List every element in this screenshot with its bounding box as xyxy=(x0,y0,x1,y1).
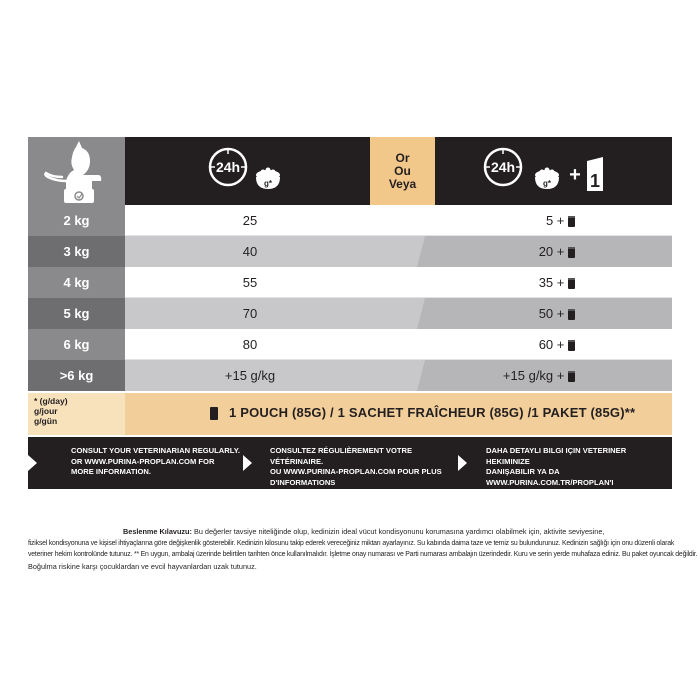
consult-en-line3: MORE INFORMATION. xyxy=(71,467,152,476)
weight-5kg: 5 kg xyxy=(28,298,125,329)
dry-hours-label: 24h xyxy=(215,159,241,175)
feeding-guide-footnote xyxy=(28,526,698,572)
or-fr: Ou xyxy=(394,164,411,178)
consult-en-line2: OR WWW.PURINA-PROPLAN.COM FOR xyxy=(71,456,215,466)
clock-mixed-food-icon xyxy=(435,137,672,205)
dry-6kg: 80 xyxy=(242,337,258,352)
consult-fr-line3: D'INFORMATIONS xyxy=(270,477,336,487)
dry-2kg: 25 xyxy=(242,213,258,228)
footnote-line1-text: Bu değerler tavsiye niteliğinde olup, kedinizin ideal vücut kondisyonunu korumasına yardımcı olabilmek için, aktivite seviyesine, xyxy=(191,527,605,536)
mixed-hours-label: 24h xyxy=(490,159,516,175)
footnote-line1 xyxy=(28,526,672,538)
mixed-5kg xyxy=(460,298,575,329)
clock-dry-food-icon xyxy=(125,137,370,205)
unit-note-tr: g/gün xyxy=(34,416,58,426)
mixed-over-6kg xyxy=(440,360,575,391)
dry-food-header xyxy=(125,137,370,205)
consult-box-fr xyxy=(243,437,458,489)
weight-over-6kg: >6 kg xyxy=(28,360,125,391)
dry-unit-label: g* xyxy=(264,179,272,188)
consult-en-line1: CONSULT YOUR VETERINARIAN REGULARLY. xyxy=(71,446,241,455)
consult-box-tr xyxy=(458,437,672,497)
mixed-unit-label: g* xyxy=(543,179,551,188)
arrow-icon xyxy=(458,455,468,471)
unit-note-cell xyxy=(28,393,125,435)
pouch-count: 1 xyxy=(589,171,601,191)
or-en: Or xyxy=(395,151,410,165)
pouch-icon xyxy=(568,309,575,320)
mixed-2kg xyxy=(460,205,575,236)
consult-fr-line1: CONSULTEZ RÉGULIÈREMENT VOTRE VÉTÉRINAIRE. xyxy=(270,446,413,466)
mixed-5kg-value: 50 + xyxy=(538,306,565,321)
mixed-6kg-value: 60 + xyxy=(538,337,565,352)
cat-on-scale-icon xyxy=(28,137,125,205)
footnote-line3: veteriner hekim kontrolünde tutunuz. ** En uygun, ambalaj üzerinde belirtilen tarihten önce kullanılmalıdır. İşletme onay numarası ve Parti numarası ambalajın üzerindedir. Kuru ve serin yerde muhafaza ediniz. Bu paket oyuncak değildir. xyxy=(28,551,698,558)
consult-tr-line3: ZIYARET EDEBILIRSINIZ. xyxy=(486,488,577,497)
pouch-icon xyxy=(568,247,575,258)
pouch-icon xyxy=(210,407,218,420)
unit-note-fr: g/jour xyxy=(34,406,58,416)
dry-5kg: 70 xyxy=(242,306,258,321)
weight-4kg: 4 kg xyxy=(28,267,125,298)
weight-3kg: 3 kg xyxy=(28,236,125,267)
footnote-line4: Boğulma riskine karşı çocuklardan ve evcil hayvanlardan uzak tutunuz. xyxy=(28,561,257,571)
mixed-6kg xyxy=(460,329,575,360)
consult-fr-line2: OU WWW.PURINA-PROPLAN.COM POUR PLUS xyxy=(270,467,442,476)
pouch-icon xyxy=(568,340,575,351)
consult-box-en xyxy=(28,437,243,489)
footnote-heading: Beslenme Kılavuzu: xyxy=(123,527,192,536)
consult-tr-line1: DAHA DETAYLI BILGI IÇIN VETERINER HEKIMINIZE xyxy=(486,446,627,466)
arrow-icon xyxy=(28,455,38,471)
or-tr: Veya xyxy=(388,177,417,191)
unit-note-en: * (g/day) xyxy=(34,396,68,406)
mixed-4kg xyxy=(460,267,575,298)
mixed-over-6kg-value: +15 g/kg + xyxy=(502,368,565,383)
cat-weight-header xyxy=(28,137,125,205)
mixed-3kg-value: 20 + xyxy=(538,244,565,259)
weight-6kg: 6 kg xyxy=(28,329,125,360)
pouch-band xyxy=(125,393,672,435)
plus-sign: + xyxy=(569,164,581,186)
mixed-3kg xyxy=(460,236,575,267)
weight-2kg: 2 kg xyxy=(28,205,125,236)
mixed-feeding-header xyxy=(435,137,672,205)
pouch-text: 1 POUCH (85G) / 1 SACHET FRAÎCHEUR (85G) /1 PAKET (85G)** xyxy=(229,405,636,420)
or-column-header xyxy=(370,137,435,205)
mixed-2kg-value: 5 + xyxy=(545,213,565,228)
arrow-icon xyxy=(243,455,253,471)
dry-3kg: 40 xyxy=(242,244,258,259)
dry-over-6kg: +15 g/kg xyxy=(224,368,276,383)
pouch-icon xyxy=(568,371,575,382)
pouch-icon xyxy=(568,216,575,227)
footnote-line2: fiziksel kondisyonuna ve kişisel ihtiyaçlarına göre değişkenlik gösterebilir. Kedinizin kilosunu takip ederek vereceğiniz miktarı ayarlayınız. Su kabında daima taze ve temiz su bulundurunuz. Kedinizin sağlığı için onu düzenli olarak xyxy=(28,539,675,547)
consult-tr-line2: DANIŞABILIR YA DA WWW.PURINA.COM.TR/PROPLAN'I xyxy=(486,467,614,487)
dry-4kg: 55 xyxy=(242,275,258,290)
pouch-icon xyxy=(568,278,575,289)
mixed-4kg-value: 35 + xyxy=(538,275,565,290)
